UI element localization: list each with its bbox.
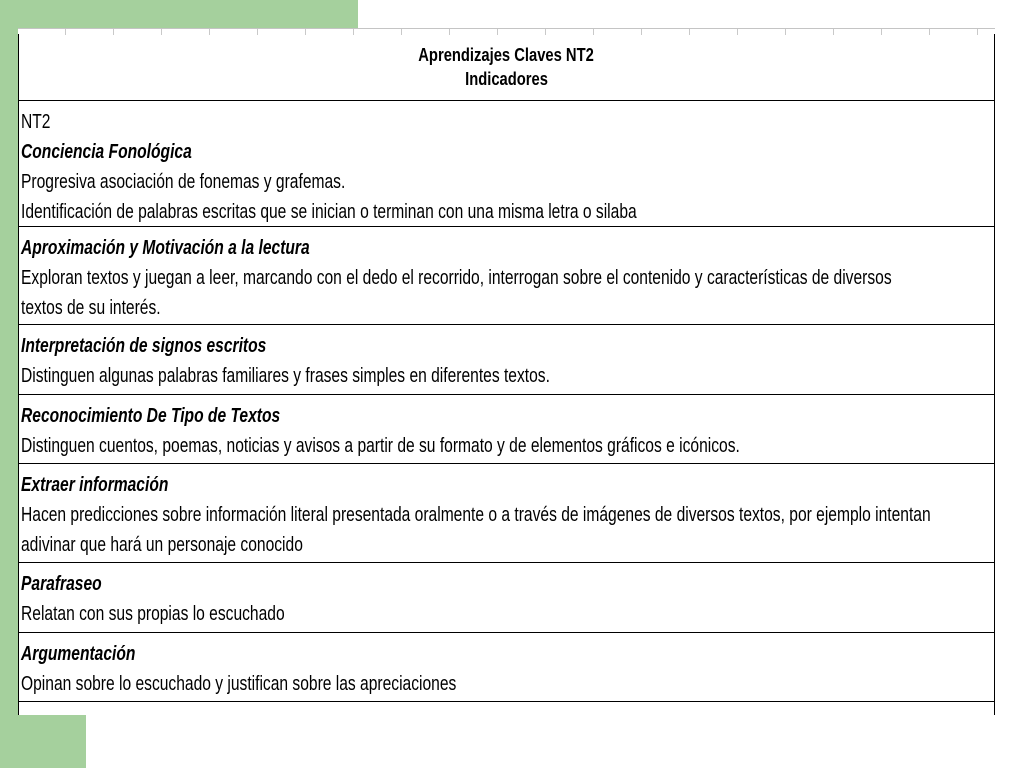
- indicator-text: adivinar que hará un personaje conocido: [21, 534, 303, 556]
- section-heading: Parafraseo: [21, 573, 102, 595]
- table-header: [18, 34, 995, 101]
- indicator-text: Relatan con sus propias lo escuchado: [21, 603, 285, 625]
- indicator-text: Distinguen algunas palabras familiares y frases simples en diferentes textos.: [21, 365, 550, 387]
- indicator-text: textos de su interés.: [21, 297, 161, 319]
- section-heading: Aproximación y Motivación a la lectura: [21, 237, 310, 259]
- table-row: [19, 464, 994, 563]
- section-heading: Reconocimiento De Tipo de Textos: [21, 405, 281, 427]
- indicator-text: Identificación de palabras escritas que se inician o terminan con una misma letra o silaba: [21, 201, 637, 223]
- section-heading: Interpretación de signos escritos: [21, 335, 267, 357]
- table-subtitle: Indicadores: [465, 69, 548, 89]
- spreadsheet-table: [18, 28, 995, 715]
- table-row: [19, 633, 994, 702]
- table-row: [19, 395, 994, 464]
- table-row-cut-off: [19, 702, 994, 715]
- table-row: [19, 325, 994, 395]
- indicator-text: Opinan sobre lo escuchado y justifican sobre las apreciaciones: [21, 673, 457, 695]
- indicator-text: Exploran textos y juegan a leer, marcando con el dedo el recorrido, interrogan sobre el contenido y características de diversos: [21, 267, 892, 289]
- indicator-text: Hacen predicciones sobre información literal presentada oralmente o a través de imágenes de diversos textos, por ejemplo intentan: [21, 504, 931, 526]
- table-body: [18, 101, 995, 715]
- table-row: [19, 563, 994, 633]
- indicator-text: Progresiva asociación de fonemas y grafemas.: [21, 171, 346, 193]
- indicator-text: Distinguen cuentos, poemas, noticias y avisos a partir de su formato y de elementos gráficos e icónicos.: [21, 435, 740, 457]
- decorative-bottom-block: [0, 715, 86, 768]
- section-heading: Extraer información: [21, 474, 169, 496]
- level-code: NT2: [21, 111, 51, 133]
- decorative-left-bar: [0, 0, 18, 768]
- table-title: Aprendizajes Claves NT2: [418, 45, 595, 65]
- table-row: [19, 101, 994, 227]
- section-heading: Conciencia Fonológica: [21, 141, 192, 163]
- section-heading: Argumentación: [21, 643, 136, 665]
- table-row: [19, 227, 994, 325]
